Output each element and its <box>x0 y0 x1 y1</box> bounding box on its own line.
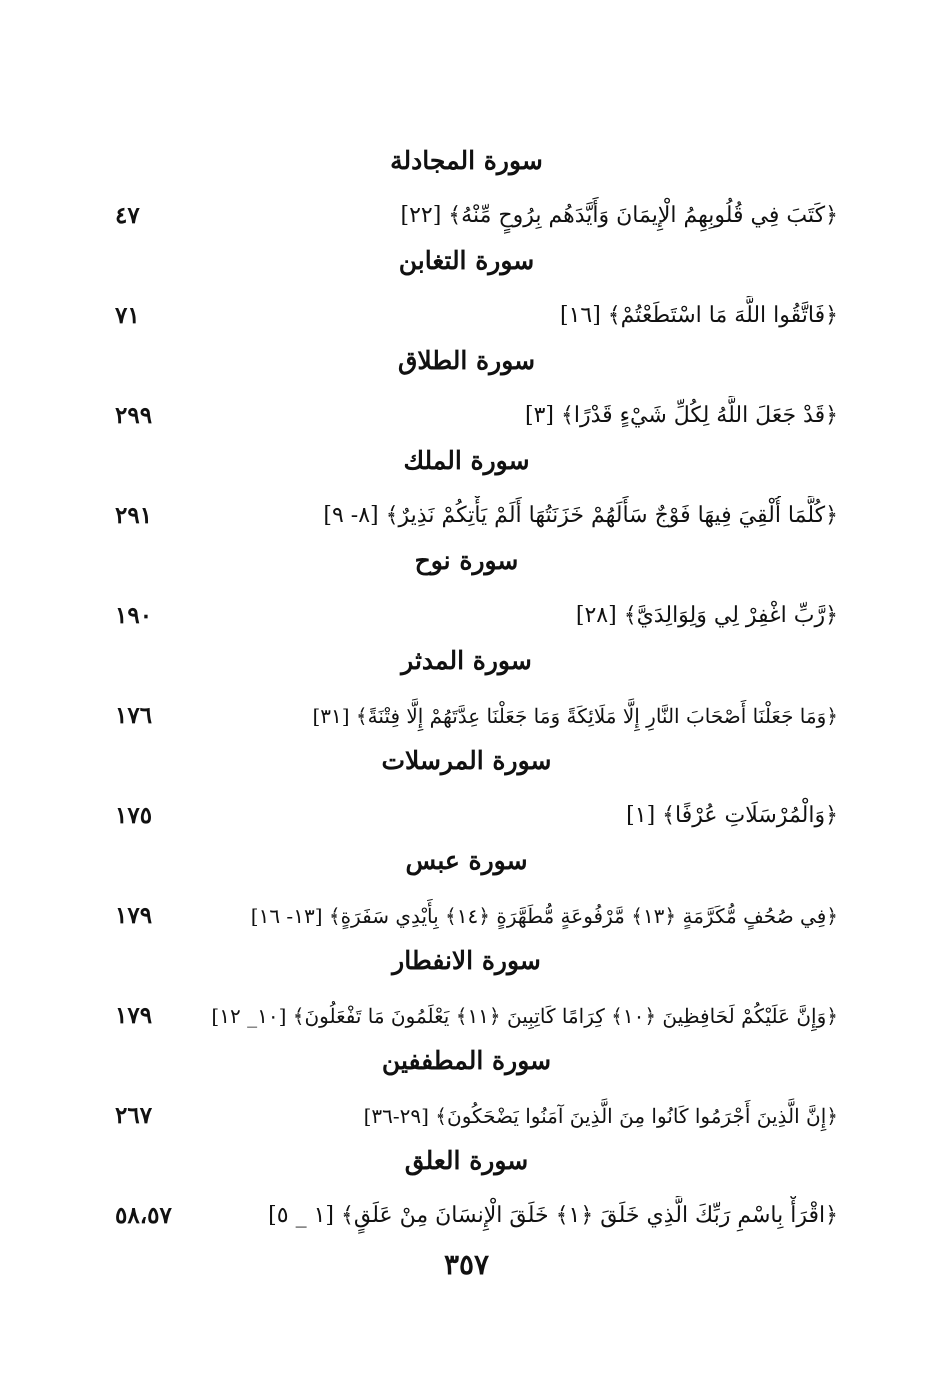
verse-row <box>0 896 933 936</box>
surah-entry <box>0 740 933 840</box>
verse-text: ﴿إِنَّ الَّذِينَ أَجْرَمُوا كَانُوا مِنَ الَّذِينَ آمَنُوا يَضْحَكُونَ﴾ [٢٩-٣٦] <box>363 1104 838 1128</box>
surah-entry <box>0 940 933 1040</box>
index-list <box>0 140 933 1240</box>
page-reference: ٢٦٧ <box>115 1102 153 1129</box>
surah-entry <box>0 440 933 540</box>
page-reference: ١٧٦ <box>115 702 153 729</box>
page-reference: ٧١ <box>115 302 140 329</box>
verse-text: ﴿رَّبِّ اغْفِرْ لِي وَلِوَالِدَيَّ﴾ [٢٨] <box>575 603 838 628</box>
surah-entry <box>0 540 933 640</box>
surah-entry <box>0 640 933 740</box>
verse-row <box>0 696 933 736</box>
verse-row <box>0 396 933 436</box>
surah-title: سورة التغابن <box>398 246 535 275</box>
page-number: ٣٥٧ <box>443 1248 490 1281</box>
verse-text: ﴿كَتَبَ فِي قُلُوبِهِمُ الْإِيمَانَ وَأَيَّدَهُم بِرُوحٍ مِّنْهُ﴾ [٢٢] <box>400 203 838 228</box>
verse-row <box>0 1196 933 1236</box>
verse-text: ﴿وَمَا جَعَلْنَا أَصْحَابَ النَّارِ إِلَّا مَلَائِكَةً وَمَا جَعَلْنَا عِدَّتَهُمْ إِلَّا فِتْنَةً﴾ [٣١] <box>312 704 838 728</box>
surah-entry <box>0 1140 933 1240</box>
verse-row <box>0 1096 933 1136</box>
verse-text: ﴿اقْرَأْ بِاسْمِ رَبِّكَ الَّذِي خَلَقَ ﴿١﴾ خَلَقَ الْإِنسَانَ مِنْ عَلَقٍ﴾ [١ _ ٥] <box>268 1203 838 1228</box>
surah-entry <box>0 340 933 440</box>
surah-title: سورة المطففين <box>381 1046 552 1075</box>
surah-title: سورة الانفطار <box>392 946 541 975</box>
surah-entry <box>0 140 933 240</box>
verse-row <box>0 496 933 536</box>
page-reference: ٥٨،٥٧ <box>115 1202 172 1229</box>
verse-row <box>0 296 933 336</box>
page-reference: ١٧٩ <box>115 902 153 929</box>
surah-title: سورة المجادلة <box>390 146 543 175</box>
verse-text: ﴿قَدْ جَعَلَ اللَّهُ لِكُلِّ شَيْءٍ قَدْرًا﴾ [٣] <box>524 403 838 428</box>
verse-text: ﴿فِي صُحُفٍ مُّكَرَّمَةٍ ﴿١٣﴾ مَّرْفُوعَةٍ مُّطَهَّرَةٍ ﴿١٤﴾ بِأَيْدِي سَفَرَةٍ﴾ [١٣- ١٦] <box>250 904 838 928</box>
verse-text: ﴿فَاتَّقُوا اللَّهَ مَا اسْتَطَعْتُمْ﴾ [١٦] <box>559 303 838 328</box>
surah-entry <box>0 840 933 940</box>
page-reference: ١٧٩ <box>115 1002 153 1029</box>
surah-entry <box>0 1040 933 1140</box>
surah-title: سورة المدثر <box>401 646 532 675</box>
page-reference: ٢٩٩ <box>115 402 153 429</box>
surah-title: سورة عبس <box>405 846 528 875</box>
page-reference: ٢٩١ <box>115 502 153 529</box>
page-reference: ٤٧ <box>115 202 140 229</box>
surah-title: سورة العلق <box>404 1146 529 1175</box>
surah-title: سورة المرسلات <box>381 746 552 775</box>
verse-row <box>0 596 933 636</box>
page-reference: ١٩٠ <box>115 602 153 629</box>
verse-text: ﴿كُلَّمَا أُلْقِيَ فِيهَا فَوْجٌ سَأَلَهُمْ خَزَنَتُهَا أَلَمْ يَأْتِكُمْ نَذِيرٌ﴾ [٨- ٩] <box>323 503 838 528</box>
verse-row <box>0 996 933 1036</box>
surah-title: سورة الطلاق <box>397 346 536 375</box>
verse-row <box>0 196 933 236</box>
surah-title: سورة نوح <box>414 546 519 575</box>
surah-entry <box>0 240 933 340</box>
verse-text: ﴿وَإِنَّ عَلَيْكُمْ لَحَافِظِينَ ﴿١٠﴾ كِرَامًا كَاتِبِينَ ﴿١١﴾ يَعْلَمُونَ مَا تَفْعَلُونَ﴾ [١٠_ ١٢] <box>211 1004 838 1028</box>
verse-text: ﴿وَالْمُرْسَلَاتِ عُرْفًا﴾ [١] <box>626 803 838 828</box>
verse-row <box>0 796 933 836</box>
surah-title: سورة الملك <box>403 446 530 475</box>
page-reference: ١٧٥ <box>115 802 153 829</box>
